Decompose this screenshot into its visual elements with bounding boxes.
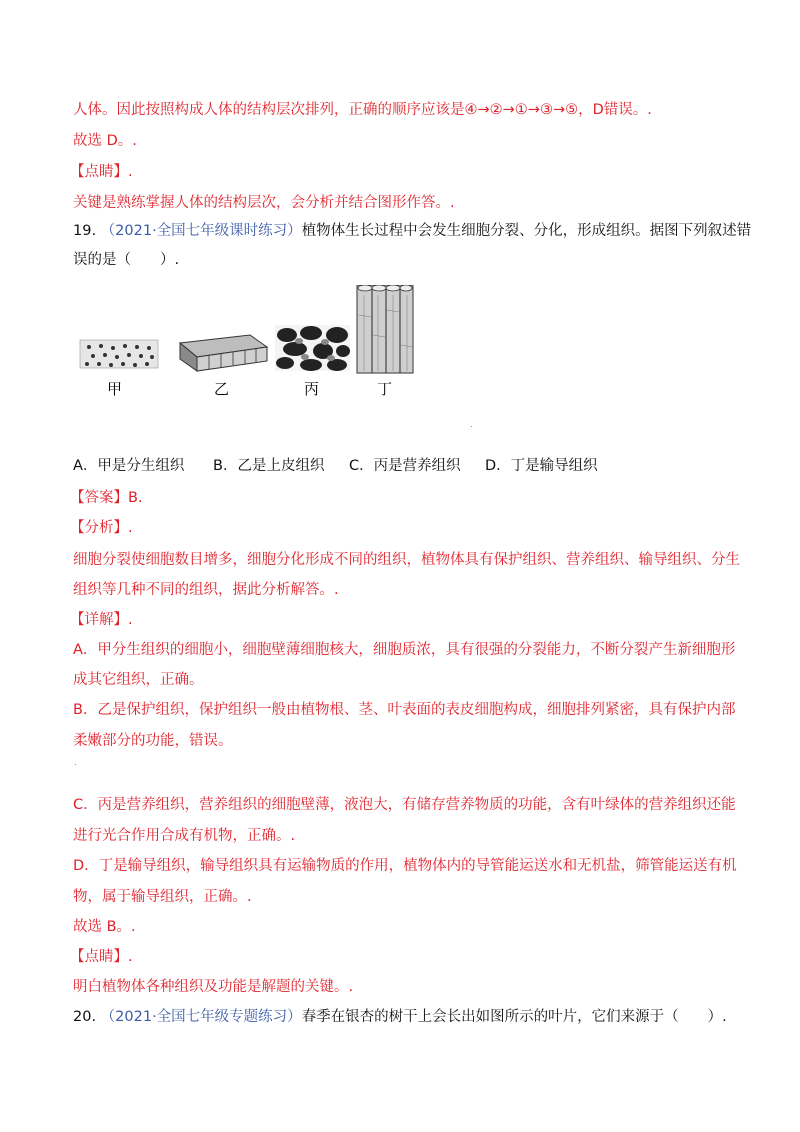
question-20-line [73, 1007, 727, 1027]
answer-value: B. [128, 490, 143, 506]
analysis-line-1: 细胞分裂使细胞数目增多，细胞分化形成不同的组织，植物体具有保护组织、营养组织、输导组织、分生 [73, 552, 740, 568]
detail-d-line-2: 物，属于输导组织，正确。. [73, 889, 252, 905]
figure-label-bing: 丙 [304, 380, 320, 398]
question-20-text: 春季在银杏的树干上会长出如图所示的叶片，它们来源于（ ）. [301, 1009, 727, 1025]
option-b: B．乙是上皮组织 [213, 458, 325, 474]
detail-c-line-2: 进行光合作用合成有机物，正确。. [73, 828, 296, 844]
stray-dot-2: . [74, 758, 77, 767]
note-line: 明白植物体各种组织及功能是解题的关键。. [73, 979, 354, 995]
answer-tag: 【答案】 [70, 490, 128, 506]
tissue-figure-image [75, 285, 435, 375]
protective-tissue-image [180, 335, 267, 371]
detail-c-line-1: C．丙是营养组织，营养组织的细胞壁薄，液泡大，有储存营养物质的功能，含有叶绿体的营养组织还能 [73, 797, 736, 813]
question-20-source: （2021·全国七年级专题练习） [100, 1009, 302, 1025]
conductive-tissue-image [357, 285, 413, 373]
figure-label-jia: 甲 [107, 380, 123, 398]
analysis-tag: 【分析】. [70, 520, 133, 536]
question-19-options [73, 456, 598, 476]
prev-note-line: 关键是熟练掌握人体的结构层次，会分析并结合图形作答。. [73, 195, 455, 211]
analysis-line-2: 组织等几种不同的组织，据此分析解答。. [73, 582, 339, 598]
prev-choose-line: 故选 D。. [73, 133, 137, 149]
question-19-text: 植物体生长过程中会发生细胞分裂、分化，形成组织。据图下列叙述错 [301, 223, 752, 239]
meristem-tissue-image [80, 340, 158, 368]
question-19-line2: 误的是（ ）. [73, 252, 180, 268]
question-19-number: 19. [73, 223, 97, 239]
figure-label-ding: 丁 [377, 380, 393, 398]
option-d: D．丁是输导组织 [485, 458, 598, 474]
choose-line: 故选 B。. [73, 919, 136, 935]
stray-dot: . [470, 420, 473, 429]
prev-explanation-line: 人体。因此按照构成人体的结构层次排列，正确的顺序应该是④→②→①→③→⑤，D错误。. [73, 102, 652, 118]
question-20-number: 20. [73, 1009, 97, 1025]
figure-label-yi: 乙 [214, 380, 230, 398]
detail-d-line-1: D．丁是输导组织，输导组织具有运输物质的作用，植物体内的导管能运送水和无机盐，筛管能运送有机 [73, 858, 737, 874]
detail-a-line-1: A．甲分生组织的细胞小，细胞壁薄细胞核大，细胞质浓，具有很强的分裂能力，不断分裂产生新细胞形 [73, 642, 736, 658]
question-19-source: （2021·全国七年级课时练习） [100, 223, 302, 239]
detail-a-line-2: 成其它组织，正确。 [73, 672, 204, 688]
nutritive-tissue-image [275, 325, 350, 371]
note-tag: 【点睛】. [70, 949, 133, 965]
option-c: C．丙是营养组织 [349, 458, 461, 474]
detail-b-line-1: B．乙是保护组织，保护组织一般由植物根、茎、叶表面的表皮细胞构成，细胞排列紧密，具有保护内部 [73, 702, 736, 718]
detail-b-line-2: 柔嫩部分的功能，错误。 [73, 733, 233, 749]
prev-note-tag: 【点睛】. [70, 164, 133, 180]
answer-line [70, 488, 143, 508]
option-a: A．甲是分生组织 [73, 458, 185, 474]
question-19-line1 [73, 221, 751, 241]
detail-tag: 【详解】. [70, 612, 133, 628]
